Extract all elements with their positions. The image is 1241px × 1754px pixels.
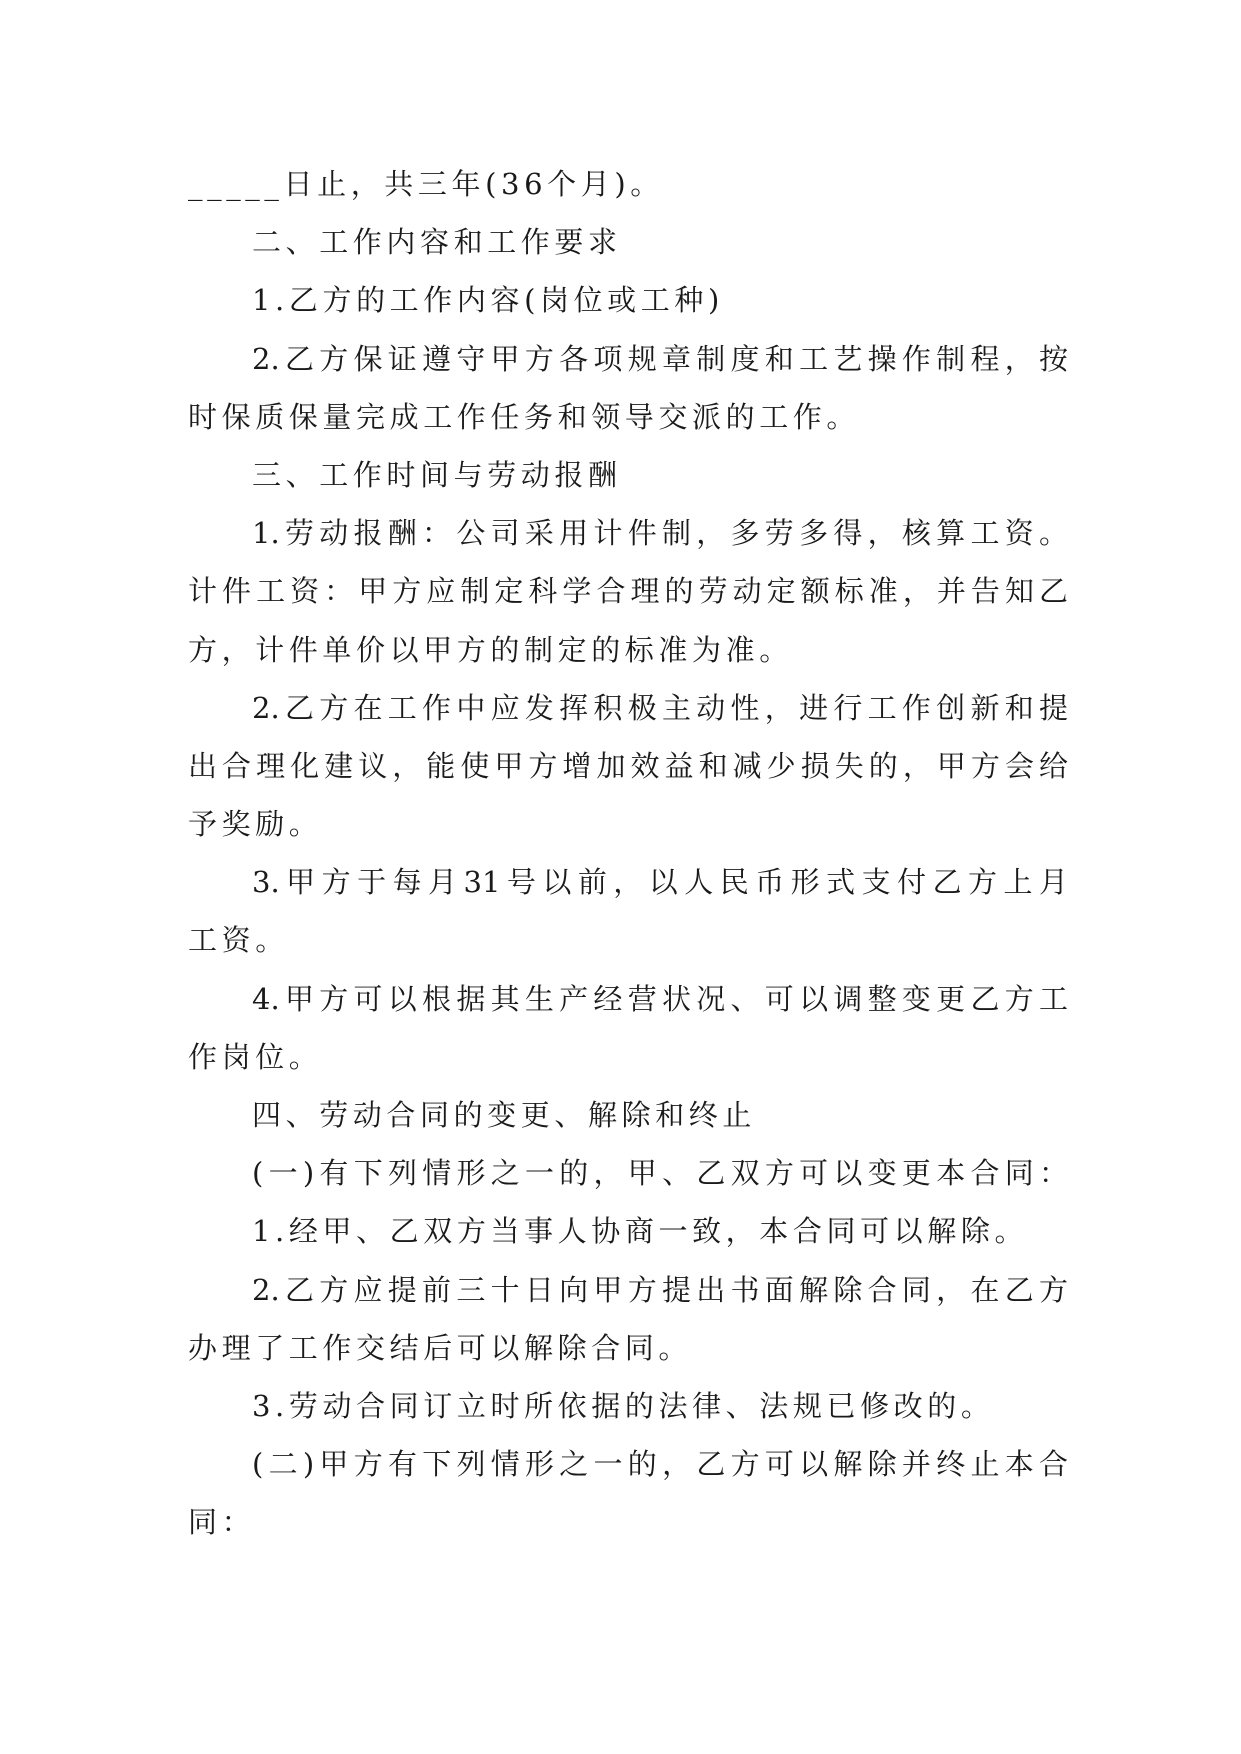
contract-body [188, 155, 1068, 1552]
text-line: 计件工资：甲方应制定科学合理的劳动定额标准，并告知乙 [188, 574, 1068, 609]
section-heading: 三、工作时间与劳动报酬 [252, 457, 622, 492]
text-line: 时保质保量完成工作任务和领导交派的工作。 [188, 399, 861, 434]
text-line: 2.乙方应提前三十日向甲方提出书面解除合同，在乙方 [252, 1272, 1068, 1307]
text-line: 出合理化建议，能使甲方增加效益和减少损失的，甲方会给 [188, 748, 1068, 783]
text-line: 1.经甲、乙双方当事人协商一致，本合同可以解除。 [252, 1214, 1029, 1249]
text-line: 1.乙方的工作内容(岗位或工种) [252, 283, 724, 318]
text-line: 作岗位。 [188, 1039, 323, 1074]
section-heading: 二、工作内容和工作要求 [252, 225, 622, 260]
text-line: 工资。 [188, 923, 289, 958]
text-line: _____日止，共三年(36个月)。 [188, 167, 664, 201]
text-line: 3.甲方于每月31号以前，以人民币形式支付乙方上月 [252, 865, 1068, 900]
text-line: 方，计件单价以甲方的制定的标准为准。 [188, 632, 793, 667]
text-line: (二)甲方有下列情形之一的，乙方可以解除并终止本合 [252, 1447, 1068, 1482]
text-line: (一)有下列情形之一的，甲、乙双方可以变更本合同： [252, 1156, 1068, 1191]
section-heading: 四、劳动合同的变更、解除和终止 [252, 1098, 757, 1132]
text-line: 办理了工作交结后可以解除合同。 [188, 1330, 693, 1365]
text-line: 同： [188, 1505, 256, 1540]
text-line: 1.劳动报酬：公司采用计件制，多劳多得，核算工资。 [252, 516, 1068, 551]
text-line: 2.乙方在工作中应发挥积极主动性，进行工作创新和提 [252, 690, 1068, 725]
text-line: 3.劳动合同订立时所依据的法律、法规已修改的。 [252, 1388, 995, 1423]
text-line: 予奖励。 [188, 807, 323, 842]
text-line: 4.甲方可以根据其生产经营状况、可以调整变更乙方工 [252, 981, 1068, 1016]
text-line: 2.乙方保证遵守甲方各项规章制度和工艺操作制程，按 [252, 341, 1068, 376]
